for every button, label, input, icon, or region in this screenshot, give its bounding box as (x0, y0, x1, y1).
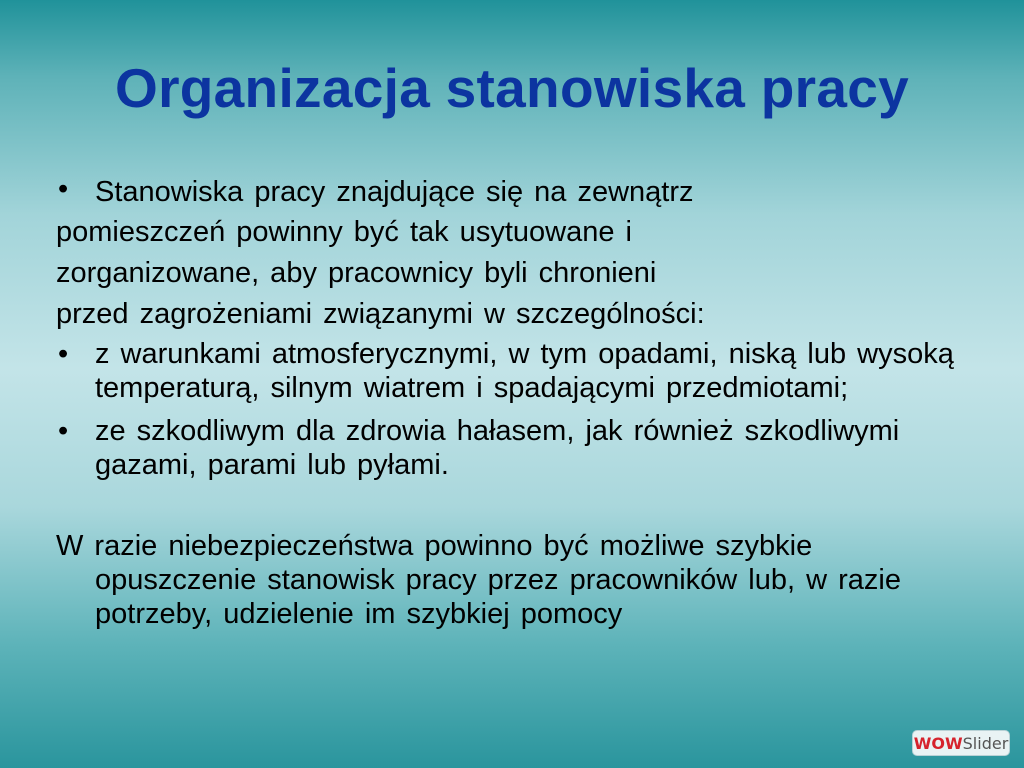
sub-bullet-weather (56, 337, 976, 405)
intro-bullet-lead: Stanowiska pracy znajdujące się na zewnątrz (95, 176, 694, 208)
intro-continuation-line: pomieszczeń powinny być tak usytuowane i (56, 216, 632, 248)
bullet-icon: • (58, 415, 69, 447)
sub-bullet-noise (56, 414, 976, 482)
intro-continuation-line: zorganizowane, aby pracownicy byli chronieni (56, 257, 657, 289)
watermark-wow: WOW (913, 734, 963, 753)
intro-bullet (56, 172, 976, 212)
bullet-icon: • (58, 173, 69, 205)
sub-bullet-text: ze szkodliwym dla zdrowia hałasem, jak również szkodliwymi gazami, parami lub pyłami. (95, 415, 900, 481)
bullet-icon: • (58, 338, 69, 370)
intro-continuation-line: przed zagrożeniami związanymi w szczególności: (56, 298, 705, 330)
wowslider-watermark[interactable] (912, 730, 1010, 756)
watermark-slider: Slider (962, 734, 1009, 753)
sub-bullet-text: z warunkami atmosferycznymi, w tym opadami, niską lub wysoką temperaturą, silnym wiatrem i spadającymi przedmiotami; (95, 338, 954, 404)
slide-body (56, 172, 976, 660)
closing-paragraph: W razie niebezpieczeństwa powinno być możliwe szybkie opuszczenie stanowisk pracy przez pracowników lub, w razie potrzeby, udzielenie im szybkiej pomocy (56, 530, 901, 630)
slide-title: Organizacja stanowiska pracy (114, 57, 910, 119)
